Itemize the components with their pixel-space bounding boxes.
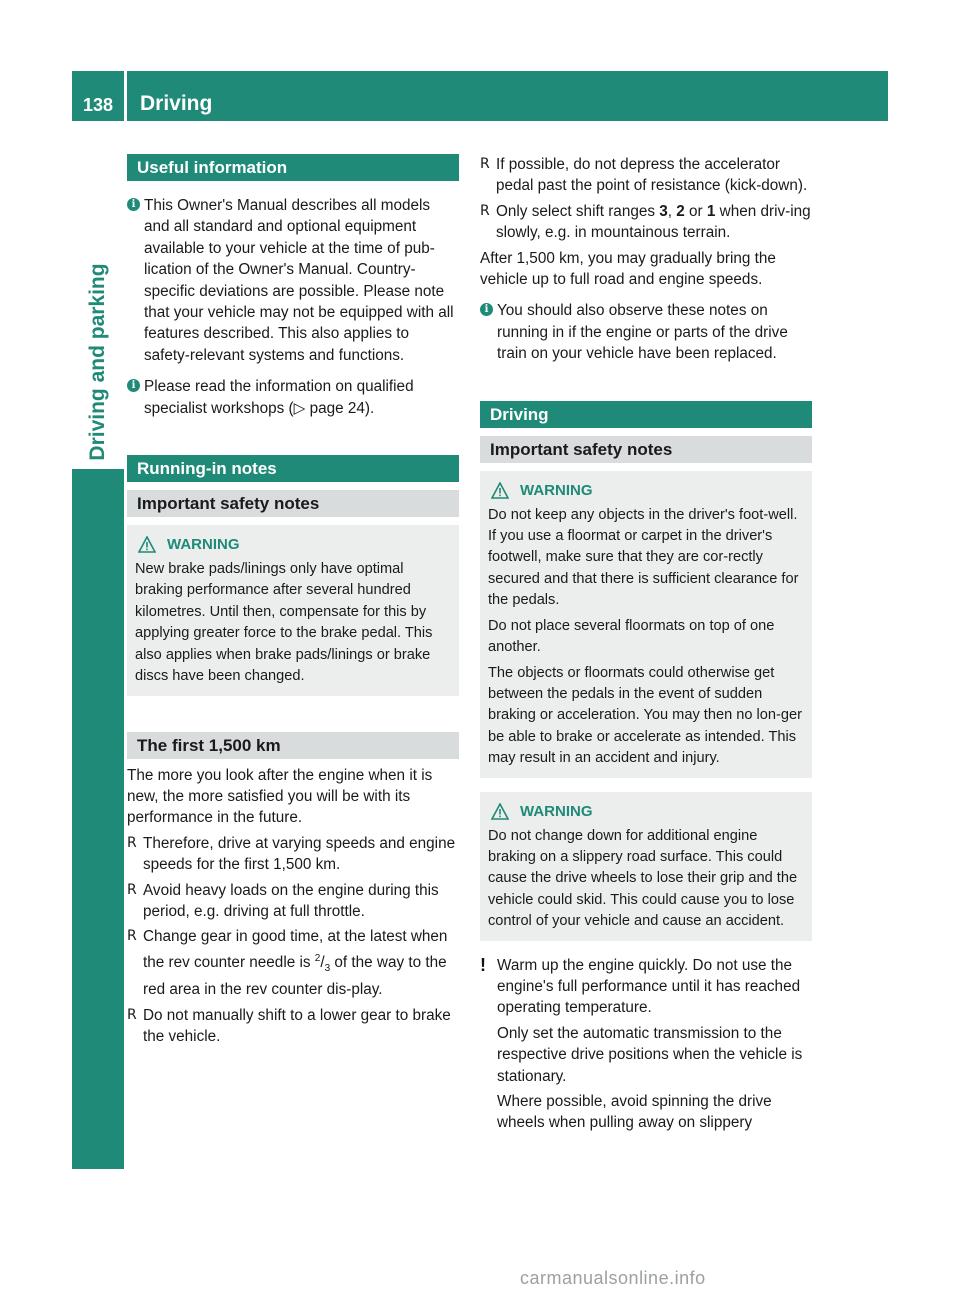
warning-text: New brake pads/linings only have optimal braking performance after several hundred kilometres. Until then, compensate for this by applying greater force to the brake pedal. This also applies when brake pads/linings or brake discs have been changed.	[135, 561, 433, 685]
list-item: R Do not manually shift to a lower gear to brake the vehicle.	[127, 1005, 459, 1048]
warning-text: Do not change down for additional engine braking on a slippery road surface. This could cause the drive wheels to lose their grip and the vehicle could skid. This could cause you to lose control of your vehicle and cause an accident.	[488, 827, 798, 930]
list-item: R If possible, do not depress the accelerator pedal past the point of resistance (kick-down).	[480, 154, 812, 197]
warning-label: WARNING	[520, 481, 593, 499]
warning-box	[127, 525, 459, 695]
warning-box	[480, 471, 812, 778]
info-note	[480, 300, 812, 364]
list-item	[480, 201, 812, 244]
list-item-text: when driv-ing slowly, e.g. in mountainous terrain.	[496, 202, 811, 242]
page-number: 138	[82, 95, 114, 115]
list-item	[127, 926, 459, 1000]
warning-heading	[135, 535, 451, 555]
info-text: This Owner's Manual describes all models and all standard and optional equipment available to your vehicle at the time of pub-lication of the Owner's Manual. Country-specific deviations are possible. Please note that your vehicle may not be equipped with all features described. This also applies to safety-relevant systems and functions.	[144, 197, 454, 364]
info-icon: i	[127, 379, 140, 392]
warning-text: Do not keep any objects in the driver's foot-well. If you use a floormat or carpet in the driver's footwell, make sure that they are cor-rectly secured and that there is sufficient clearance for the pedals.	[488, 506, 799, 609]
shift-range: 2	[676, 202, 685, 220]
fraction-numerator: 2	[314, 952, 321, 964]
fraction-denominator: 3	[324, 962, 331, 974]
info-note	[127, 376, 459, 419]
info-icon: i	[127, 198, 140, 211]
list-item-text: Change gear in good time, at the latest when the rev counter needle is	[143, 928, 448, 971]
list-item: R Therefore, drive at varying speeds and engine speeds for the first 1,500 km.	[127, 833, 459, 876]
warning-triangle-icon	[491, 803, 509, 820]
header-divider	[124, 71, 127, 121]
side-tab-label: Driving and parking	[86, 263, 109, 461]
caution-note	[480, 955, 812, 1019]
subheading-first-1500: The first 1,500 km	[127, 732, 459, 759]
list-item-text: Only select shift ranges	[496, 202, 660, 220]
section-heading-driving: Driving	[480, 401, 812, 428]
warning-label: WARNING	[167, 536, 240, 554]
paragraph: Only set the automatic transmission to the respective drive positions when the vehicle is stationary.	[497, 1024, 803, 1085]
list-item: R Avoid heavy loads on the engine during this period, e.g. driving at full throttle.	[127, 880, 459, 923]
section-heading-useful-info: Useful information	[127, 154, 459, 181]
subheading-safety-notes: Important safety notes	[480, 436, 812, 463]
caution-text: Warm up the engine quickly. Do not use the engine's full performance until it has reached operating temperature.	[497, 956, 801, 1017]
paragraph: The more you look after the engine when it is new, the more satisfied you will be with its performance in the future.	[127, 766, 433, 827]
warning-triangle-icon	[138, 536, 156, 553]
fraction-slash: /	[320, 953, 325, 971]
warning-text: The objects or floormats could otherwise get between the pedals in the event of sudden braking or acceleration. You may then no lon-ger be able to brake or accelerate as intended. This may result in an accident and injury.	[488, 664, 802, 767]
exclamation-icon: !	[480, 954, 486, 975]
page-title: Driving	[140, 92, 213, 115]
warning-heading	[488, 481, 804, 501]
right-column	[480, 154, 812, 1134]
info-icon: i	[480, 303, 493, 316]
subheading-safety-notes: Important safety notes	[127, 490, 459, 517]
list-item-text: or	[684, 202, 707, 220]
paragraph: After 1,500 km, you may gradually bring the vehicle up to full road and engine speeds.	[480, 249, 776, 289]
warning-box	[480, 792, 812, 941]
shift-range: 3	[659, 202, 668, 220]
info-text: Please read the information on qualified specialist workshops (▷ page 24).	[144, 378, 414, 417]
section-heading-running-in: Running-in notes	[127, 455, 459, 482]
info-note	[127, 195, 459, 366]
warning-label: WARNING	[520, 802, 593, 820]
warning-text: Do not place several floormats on top of one another.	[488, 617, 775, 656]
paragraph: Where possible, avoid spinning the drive wheels when pulling away on slippery	[497, 1093, 772, 1132]
list-item-text: of the way to the red area in the rev counter dis-play.	[143, 953, 447, 999]
warning-triangle-icon	[491, 482, 509, 499]
watermark: carmanualsonline.info	[520, 1268, 706, 1288]
info-text: You should also observe these notes on running in if the engine or parts of the drive train on your vehicle have been replaced.	[497, 302, 788, 363]
list-item-text: ,	[667, 202, 677, 220]
left-column	[127, 154, 459, 1048]
shift-range: 1	[706, 202, 716, 220]
warning-heading	[488, 802, 804, 822]
